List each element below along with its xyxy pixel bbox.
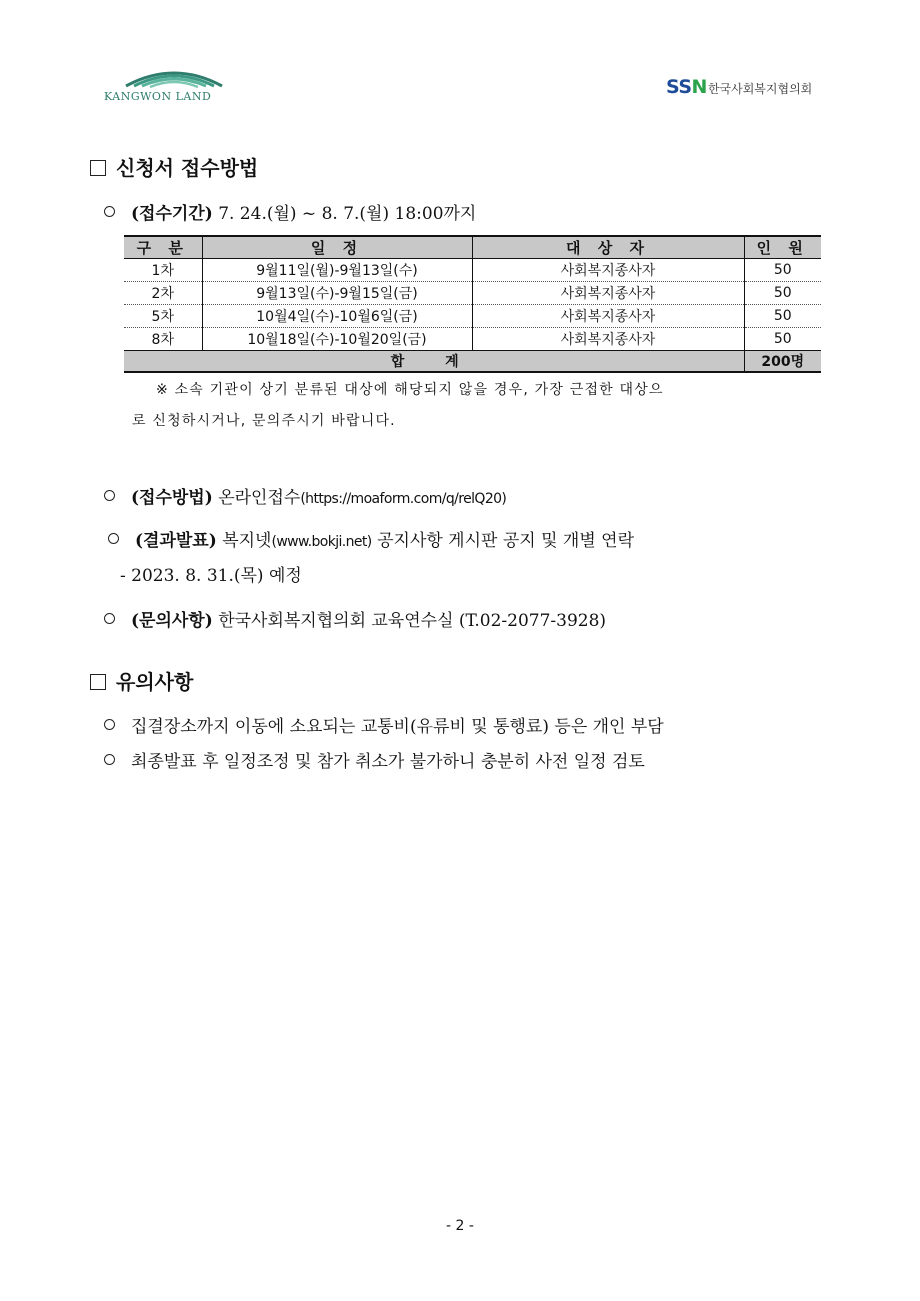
circle-bullet-icon [104, 719, 115, 730]
header-count: 인 원 [744, 236, 821, 259]
kangwon-land-wordmark: KANGWON LAND [104, 90, 212, 103]
total-label: 합 계 [124, 351, 744, 373]
ssn-mark: SSN [666, 76, 707, 98]
bokji-link[interactable]: (www.bokji.net) [271, 534, 372, 550]
table-header-row [124, 236, 821, 259]
square-bullet-icon [90, 160, 106, 176]
notice-item: 집결장소까지 이동에 소요되는 교통비(유류비 및 통행료) 등은 개인 부담 [104, 712, 664, 737]
note-line-1: ※ 소속 기관이 상기 분류된 대상에 해당되지 않을 경우, 가장 근접한 대상으 [156, 382, 664, 398]
notice-item: 최종발표 후 일정조정 및 참가 취소가 불가하니 충분히 사전 일정 검토 [104, 747, 645, 772]
section-title-application: 신청서 접수방법 [90, 152, 258, 181]
circle-bullet-icon [104, 613, 115, 624]
table-row: 2차 9월13일(수)-9월15일(금) 사회복지종사자 50 [124, 282, 821, 305]
table-row: 5차 10월4일(수)-10월6일(금) 사회복지종사자 50 [124, 305, 821, 328]
result-announcement: (결과발표) 복지넷(www.bokji.net) 공지사항 게시판 공지 및 개별 연락 [108, 526, 634, 551]
page-number: - 2 - [446, 1218, 474, 1234]
header-target: 대 상 자 [472, 236, 744, 259]
kangwon-land-logo [104, 66, 244, 106]
application-method: (접수방법) 온라인접수(https://moaform.com/q/relQ20) [104, 483, 506, 508]
square-bullet-icon [90, 674, 106, 690]
moaform-link[interactable]: (https://moaform.com/q/relQ20) [300, 491, 507, 507]
circle-bullet-icon [104, 754, 115, 765]
circle-bullet-icon [108, 533, 119, 544]
total-value: 200명 [744, 351, 821, 373]
kangwon-land-emblem-icon [104, 66, 244, 92]
circle-bullet-icon [104, 490, 115, 501]
table-row: 8차 10월18일(수)-10월20일(금) 사회복지종사자 50 [124, 328, 821, 351]
table-row: 1차 9월11일(월)-9월13일(수) 사회복지종사자 50 [124, 259, 821, 282]
section-title-notes: 유의사항 [90, 666, 193, 695]
result-date: - 2023. 8. 31.(목) 예정 [120, 566, 302, 586]
table-total-row [124, 351, 821, 373]
header-division: 구 분 [124, 236, 202, 259]
ssn-logo [666, 76, 812, 100]
application-period: (접수기간) 7. 24.(월) ~ 8. 7.(월) 18:00까지 [104, 199, 476, 224]
circle-bullet-icon [104, 206, 115, 217]
inquiry: (문의사항) 한국사회복지협의회 교육연수실 (T.02-2077-3928) [104, 606, 606, 631]
note-line-2: 로 신청하시거나, 문의주시기 바랍니다. [132, 413, 396, 429]
ssn-org-name: 한국사회복지협의회 [707, 82, 813, 96]
schedule-table [124, 235, 821, 373]
header-schedule: 일 정 [202, 236, 472, 259]
